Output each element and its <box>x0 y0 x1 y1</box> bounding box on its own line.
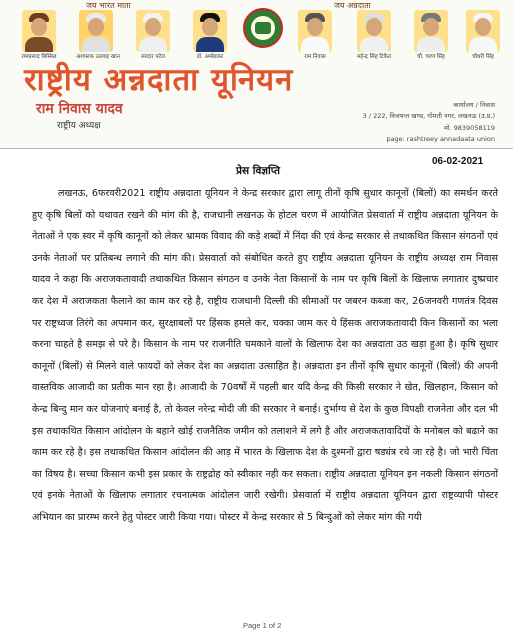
portrait-5-name: राम निवास <box>304 54 326 60</box>
portrait-6-name: महेन्द्र सिंह टिकैत <box>357 54 391 60</box>
page-number: Page 1 of 2 <box>243 621 282 630</box>
portrait-8 <box>466 10 500 52</box>
portrait-4 <box>193 10 227 52</box>
portrait-1-name: रामप्रसाद बिस्मिल <box>21 54 57 60</box>
office-label: कार्यालय / निवास <box>453 101 495 109</box>
body-paragraph: लखनऊ, 6फरवरी2021 राष्ट्रीय अन्नदाता यूनियन ने केन्द्र सरकार द्वारा लागू तीनों कृषि सुधार कानूनों (बिलों) का समर्थन करते हुए कृषि बिलों को यथावत रखने की मांग की है, राजधानी लखनऊ के होटल चरण में आयोजित प्रेसवार्ता में राष्ट्रीय अन्नदाता यूनियन के नेताओं ने एक स्वर में कृषि कानूनों को लेकर भ्रामक विवाद की कड़े शब्दों में निंदा की एवं केन्द्र सरकार से तथाकथित किसान संगठनों एवं उनके नेताओं पर प्रतिबन्ध लगाने की मांग की। प्रेसवार्ता को संबोधित करते हुए राष्ट्रीय अन्नदाता यूनियन के राष्ट्रीय अध्यक्ष राम निवास यादव ने कहा कि अराजकतावादी तथाकथित किसान संगठन व उनके नेता किसानों के नाम पर कृषि बिलों के खिलाफ लगातार दुष्प्रचार कर देश में अराजकता फैलाने का काम कर रहे है, राष्ट्रीय राजधानी दिल्ली की सीमाओं पर जबरन कब्जा कर, 26जनवरी गणतंत्र दिवस पर राष्ट्रध्वज तिरंगे का अपमान कर, सुरक्षाबलों पर हिंसक हमले कर, चक्का जाम कर ये हिंसक अराजकतावादी किन किसानों का भला करना चाहते है समझ से परे है। किसान के नाम पर राजनीति चमकाने वालों के खिलाफ देश का अन्नदाता उठ खड़ा हुआ है। कृषि सुधार कानूनों (बिलों) से मिलने वाले फायदों को लेकर देश का अन्नदाता उत्साहित है। अन्नदाता इन तीनों कृषि सुधार कानूनों (बिलों) की अपनी वास्तविक आजादी का प्रतीक मान रहा है। आजादी के 70वर्षों में पहली बार यदि केन्द्र की किसी सरकार ने खेत, खिलहान, किसान को केन्द्र बिन्दु मान कर योजनाएं बनाई है, तो केवल नरेन्द्र मोदी जी की सरकार ने बनाई। दुर्भाग्य से देश के कुछ विपक्षी राजनेता और दल भी इस तथाकथित किसान आंदोलन के बहाने खोई राजनैतिक जमीन को तलाशने में लगे है और अराजकतावादियों के मनोबल को बढाने का काम कर रहे है। इस तथाकथित किसान आंदोलन की आड़ में भारत के खिलाफ देश के दुश्मनों द्वारा षड्यंत्र रचे जा रहे है। जो भारी चिंता का विषय है। सच्चा किसान कभी इस प्रकार के राष्ट्रद्रोह को स्वीकार नही कर सकता। राष्ट्रीय अन्नदाता यूनियन इन नकली किसान संगठनों एवं इनके नेताओं के खिलाफ लगातार रचनात्मक आंदोलन जारी रखेगी। प्रेसवार्ता में राष्ट्रीय अन्नदाता यूनियन द्वारा राष्ट्रव्यापी पोस्टर अभियान का प्रारम्भ करने हेतु पोस्टर जारी किया गया। पोस्टर में केन्द्र सरकार से 5 बिन्दुओं को लेकर मांग की गयी <box>32 188 498 523</box>
portrait-8-name: चौधरी सिंह <box>472 54 494 60</box>
portrait-2 <box>79 10 113 52</box>
portrait-7 <box>414 10 448 52</box>
union-logo <box>243 8 283 48</box>
president-name: राम निवास यादव <box>36 101 123 117</box>
facebook-page: page: rashtreey annadaata union <box>386 135 495 143</box>
mobile: मो. 9839058119 <box>443 124 495 132</box>
org-title: राष्ट्रीय अन्नदाता यूनियन <box>24 62 294 98</box>
portrait-3-name: सरदार पटेल <box>141 54 165 60</box>
right-slogan: जय अन्नदाता <box>334 1 371 10</box>
portrait-3 <box>136 10 170 52</box>
portrait-6 <box>357 10 391 52</box>
portrait-4-name: डॉ. अम्बेडकर <box>196 54 224 60</box>
header-divider <box>0 148 513 149</box>
portrait-1 <box>22 10 56 52</box>
president-role: राष्ट्रीय अध्यक्ष <box>57 121 101 131</box>
left-slogan: जय भारत माता <box>86 1 131 10</box>
portrait-5 <box>298 10 332 52</box>
letterhead <box>0 0 513 150</box>
date: 06-02-2021 <box>432 156 484 167</box>
portrait-7-name: चौ. चरण सिंह <box>417 54 445 60</box>
press-release-body <box>32 183 498 529</box>
address: 3 / 222, विजयन्त खण्ड, गोमती नगर, लखनऊ (उ.प्र.) <box>362 112 495 120</box>
heading: प्रेस विज्ञप्ति <box>236 165 280 177</box>
portrait-2-name: अशफाक उल्लाह खान <box>76 54 120 60</box>
